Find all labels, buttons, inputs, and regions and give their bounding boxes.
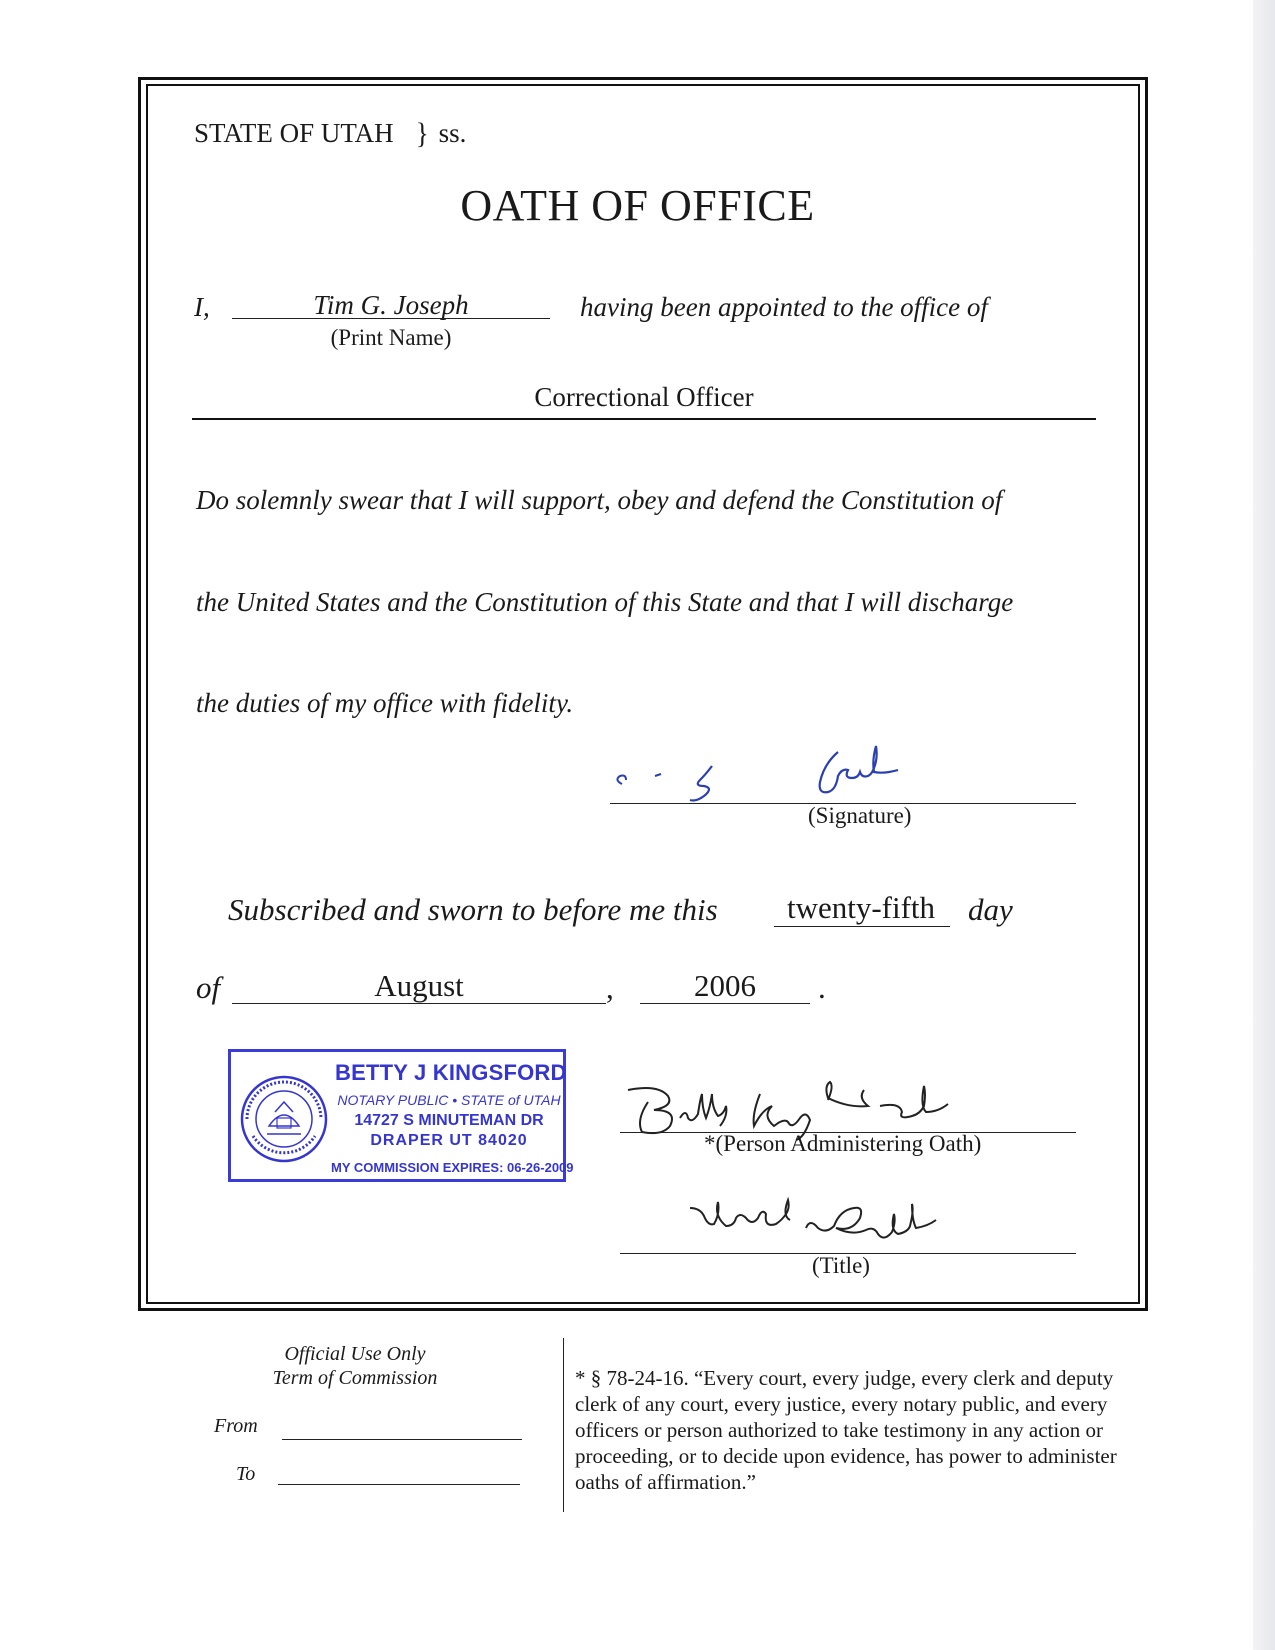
- notary-name: BETTY J KINGSFORD: [335, 1060, 567, 1085]
- state-name: STATE OF UTAH: [194, 118, 394, 148]
- document-title: OATH OF OFFICE: [460, 181, 815, 230]
- of-word: of: [196, 970, 221, 1005]
- month-value: August: [374, 968, 464, 1003]
- subscribed-text: Subscribed and sworn to before me this: [228, 892, 718, 927]
- oath-line-3: the duties of my office with fidelity.: [196, 688, 574, 718]
- from-line: [282, 1439, 522, 1440]
- state-heading: [194, 118, 466, 149]
- brace: }: [415, 116, 429, 150]
- day-line: [774, 926, 950, 927]
- term-of-commission: Term of Commission: [272, 1367, 438, 1389]
- day-word: day: [968, 892, 1013, 927]
- period: .: [818, 970, 826, 1005]
- office-value: Correctional Officer: [534, 382, 754, 412]
- year-value: 2006: [694, 968, 756, 1003]
- signature-label: (Signature): [808, 803, 912, 828]
- oath-prefix: I,: [194, 292, 210, 322]
- notary-address: 14727 S MINUTEMAN DR: [354, 1112, 544, 1129]
- administering-label: *(Person Administering Oath): [704, 1131, 982, 1156]
- footer-divider: [563, 1338, 564, 1512]
- office-line: [192, 418, 1096, 420]
- signature-tim-joseph: [600, 748, 960, 808]
- to-line: [278, 1484, 520, 1485]
- print-name-value: Tim G. Joseph: [313, 290, 469, 320]
- title-label: (Title): [812, 1253, 870, 1278]
- notary-title: NOTARY PUBLIC • STATE of UTAH: [337, 1092, 561, 1108]
- title-signature: [686, 1198, 1026, 1258]
- month-line: [232, 1003, 606, 1004]
- appointed-text: having been appointed to the office of: [580, 292, 988, 322]
- page-edge-shadow: [1253, 0, 1275, 1650]
- to-label: To: [236, 1463, 256, 1485]
- oath-line-2: the United States and the Constitution of this State and that I will discharge: [196, 587, 1014, 617]
- year-line: [640, 1003, 810, 1004]
- official-use-heading: Official Use Only: [284, 1343, 426, 1365]
- notary-stamp: [228, 1049, 574, 1182]
- notary-city: DRAPER UT 84020: [370, 1132, 528, 1149]
- comma: ,: [606, 970, 614, 1005]
- oath-line-1: Do solemnly swear that I will support, obey and defend the Constitution of: [196, 485, 1003, 515]
- day-value: twenty-fifth: [786, 890, 936, 925]
- state-seal-icon: [239, 1074, 329, 1164]
- notary-commission: MY COMMISSION EXPIRES: 06-26-2009: [331, 1160, 574, 1175]
- statute-text: * § 78-24-16. “Every court, every judge, every clerk and deputy clerk of any court, every justice, every notary public, and every officers or person authorized to take testimony in any action or proceeding, or to decide upon evidence, has power to administer oaths of affirmation.”: [575, 1366, 1117, 1494]
- from-label: From: [214, 1415, 258, 1437]
- print-name-label: (Print Name): [330, 325, 452, 350]
- print-name-line: [232, 318, 550, 319]
- ss-abbrev: ss.: [438, 118, 467, 148]
